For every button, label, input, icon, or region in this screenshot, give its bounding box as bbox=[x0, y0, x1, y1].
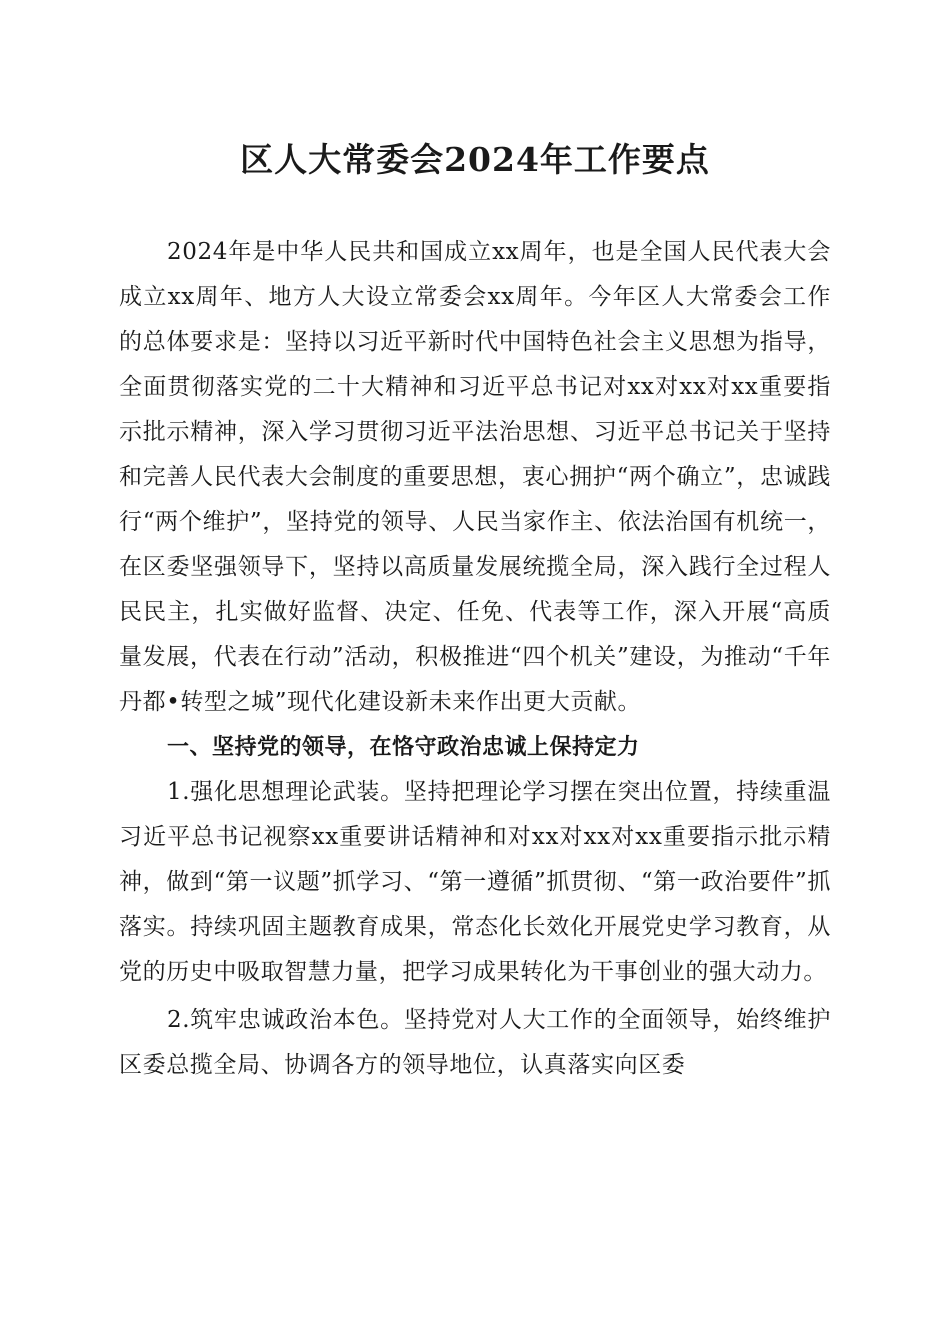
section-heading-1: 一、坚持党的领导，在恪守政治忠诚上保持定力 bbox=[167, 735, 640, 760]
item-paragraph-2: 2.筑牢忠诚政治本色。坚持党对人大工作的全面领导，始终维护区委总揽全局、协调各方的领导地位，认真落实向区委 bbox=[119, 1007, 831, 1078]
document-title: 区人大常委会2024年工作要点 bbox=[240, 140, 710, 179]
intro-paragraph: 2024年是中华人民共和国成立xx周年，也是全国人民代表大会成立xx周年、地方人大设立常委会xx周年。今年区人大常委会工作的总体要求是：坚持以习近平新时代中国特色社会主义思想为指导，全面贯彻落实党的二十大精神和习近平总书记对xx对xx对xx重要指示批示精神，深入学习贯彻习近平法治思想、习近平总书记关于坚持和完善人民代表大会制度的重要思想，衷心拥护“两个确立”，忠诚践行“两个维护”，坚持党的领导、人民当家作主、依法治国有机统一，在区委坚强领导下，坚持以高质量发展统揽全局，深入践行全过程人民民主，扎实做好监督、决定、任免、代表等工作，深入开展“高质量发展，代表在行动”活动，积极推进“四个机关”建设，为推动“千年丹都•转型之城”现代化建设新未来作出更大贡献。 bbox=[119, 239, 831, 715]
item-paragraph-1: 1.强化思想理论武装。坚持把理论学习摆在突出位置，持续重温习近平总书记视察xx重要讲话精神和对xx对xx对xx重要指示批示精神，做到“第一议题”抓学习、“第一遵循”抓贯彻、“第一政治要件”抓落实。持续巩固主题教育成果，常态化长效化开展党史学习教育，从党的历史中吸取智慧力量，把学习成果转化为干事创业的强大动力。 bbox=[119, 779, 831, 985]
document-body bbox=[119, 230, 831, 1088]
